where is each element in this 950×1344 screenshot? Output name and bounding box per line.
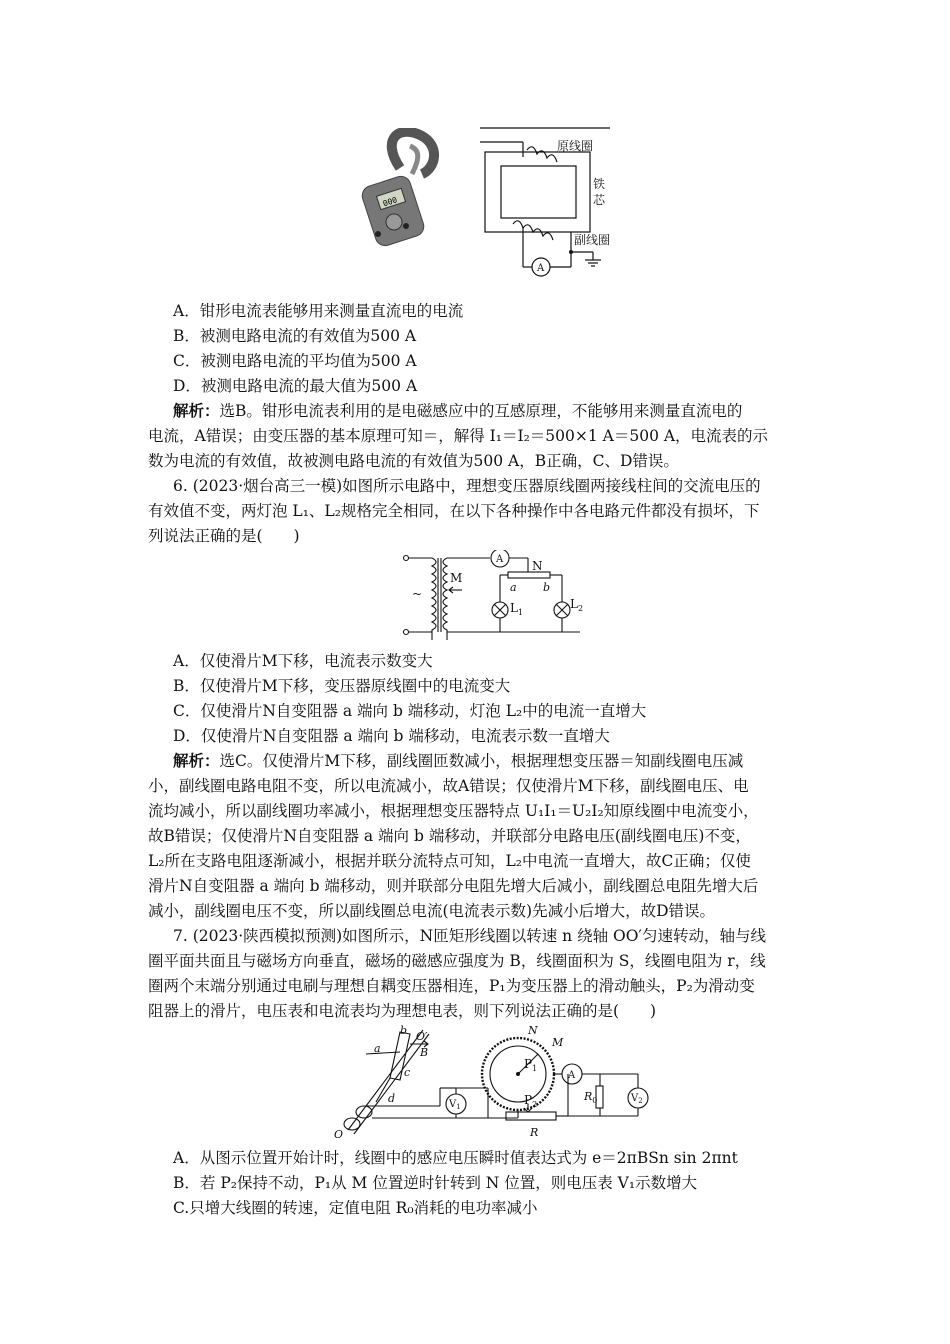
q6-analysis-line-4: 故B错误；仅使滑片N自变阻器 a 端向 b 端移动，并联部分电路电压(副线圈电压)不变， [148,827,751,845]
q7-label-B: B [420,1046,429,1059]
core-label-2: 芯 [593,193,606,207]
q7-stem-line-2: 圈平面共面且与磁场方向垂直，磁场的磁感应强度为 B，线圈面积为 S，线圈电阻为 r，线 [148,952,766,970]
q7-option-b: B．若 P₂保持不动，P₁从 M 位置逆时针转到 N 位置，则电压表 V₁示数增大 [173,1174,698,1192]
q7-option-c: C.只增大线圈的转速，定值电阻 R₀消耗的电功率减小 [173,1199,538,1217]
q6-analysis-line-6: 滑片N自变阻器 a 端向 b 端移动，则并联部分电阻先增大后减小，副线圈总电阻先增大后 [148,877,759,895]
q6-ammeter: A [496,554,504,565]
q7-stem-line-1: 7. (2023·陕西模拟预测)如图所示，N匝矩形线圈以转速 n 绕轴 OO′匀速转动，轴与线 [173,927,766,945]
q6-option-d: D．仅使滑片N自变阻器 a 端向 b 端移动，电流表示数一直增大 [173,727,610,745]
q5-option-a: A．钳形电流表能够用来测量直流电的电流 [173,302,464,320]
primary-coil-label: 原线圈 [557,139,594,153]
q6-option-b: B．仅使滑片M下移，变压器原线圈中的电流变大 [173,677,511,695]
transformer-figure [475,122,625,277]
q7-label-O-prime: O′ [416,1030,428,1043]
q6-circuit-figure [400,550,590,640]
q5-analysis-line-1 [173,400,742,422]
q6-stem-line-1: 6. (2023·烟台高三一模)如图所示电路中，理想变压器原线圈两接线柱间的交流电压的 [173,477,761,495]
q6-label-L1: $L_1$ [510,601,524,617]
q6-stem-line-2: 有效值不变，两灯泡 L₁、L₂规格完全相同，在以下各种操作中各电路元件都没有损坏，下 [148,502,760,520]
q6-label-a: a [510,581,517,594]
q7-generator-circuit-figure [328,1022,668,1142]
q7-label-R: R [530,1126,539,1139]
q7-label-P2: $P_2$ [524,1093,538,1109]
q7-ammeter: A [568,1070,576,1081]
q6-analysis-head: 解析： [173,751,220,770]
q6-label-M: M [450,571,463,585]
core-label-1: 铁 [593,177,606,191]
q6-option-a: A．仅使滑片M下移，电流表示数变大 [173,652,433,670]
q7-label-N: N [528,1024,538,1037]
q5-option-d: D．被测电路电流的最大值为500 A [173,377,418,395]
q7-stem-line-3: 圈两个末端分别通过电刷与理想自耦变压器相连，P₁为变压器上的滑动触头，P₂为滑动变 [148,977,755,995]
q6-analysis-line-2: 小，副线圈电路电阻不变，所以电流减小，故A错误；仅使滑片M下移，副线圈电压、电 [148,777,749,795]
q6-option-c: C．仅使滑片N自变阻器 a 端向 b 端移动，灯泡 L₂中的电流一直增大 [173,702,647,720]
q6-stem-line-3: 列说法正确的是( ) [148,527,300,545]
q6-label-b: b [543,581,551,594]
secondary-coil-label: 副线圈 [574,233,611,247]
q7-voltmeter-2: $V_2$ [631,1093,643,1105]
q6-label-N: N [532,559,543,573]
q5-option-b: B．被测电路电流的有效值为500 A [173,327,417,345]
q7-voltmeter-1: $V_1$ [449,1099,461,1111]
q5-option-c: C．被测电路电流的平均值为500 A [173,352,417,370]
meter-display: 000 [381,195,399,209]
q6-analysis-text-1: 选C。仅使滑片M下移，副线圈匝数减小，根据理想变压器＝知副线圈电压减 [219,752,744,770]
q7-stem-line-4: 阻器上的滑片，电压表和电流表均为理想电表，则下列说法正确的是( ) [148,1002,657,1020]
q5-analysis-text-1: 选B。钳形电流表利用的是电磁感应中的互感原理，不能够用来测量直流电的 [219,402,743,420]
q7-label-M: M [552,1036,564,1049]
q7-label-b: b [400,1024,408,1037]
q5-analysis-head: 解析： [173,401,220,420]
q6-analysis-line-5: L₂所在支路电阻逐渐减小，根据并联分流特点可知，L₂中电流一直增大，故C正确；仅使 [148,852,751,870]
q6-label-L2: $L_2$ [570,597,584,613]
q7-label-c: c [404,1066,411,1079]
q7-option-a: A．从图示位置开始计时，线圈中的感应电压瞬时值表达式为 e＝2πBSn sin 2πnt [173,1149,738,1167]
q6-analysis-line-7: 减小，副线圈电压不变，所以副线圈总电流(电流表示数)先减小后增大，故D错误。 [148,902,716,920]
ammeter-label: A [537,263,545,274]
clamp-meter-figure [360,128,460,248]
q7-label-R0: $R_0$ [584,1090,598,1105]
q7-label-a: a [374,1042,381,1055]
q6-analysis-line-1 [173,750,743,772]
q7-label-d: d [388,1092,396,1105]
q6-ac-symbol: ~ [412,587,423,601]
q6-analysis-line-3: 流均减小，所以副线圈功率减小，根据理想变压器特点 U₁I₁＝U₂I₂知原线圈中电流变小， [148,802,759,820]
q7-label-O: O [334,1128,344,1141]
q5-analysis-line-3: 数为电流的有效值，故被测电路电流的有效值为500 A，B正确，C、D错误。 [148,452,679,470]
q5-analysis-line-2: 电流，A错误；由变压器的基本原理可知＝，解得 I₁＝I₂＝500×1 A＝500 A，电流表的示 [148,427,769,445]
q7-label-P1: $P_1$ [524,1057,538,1073]
